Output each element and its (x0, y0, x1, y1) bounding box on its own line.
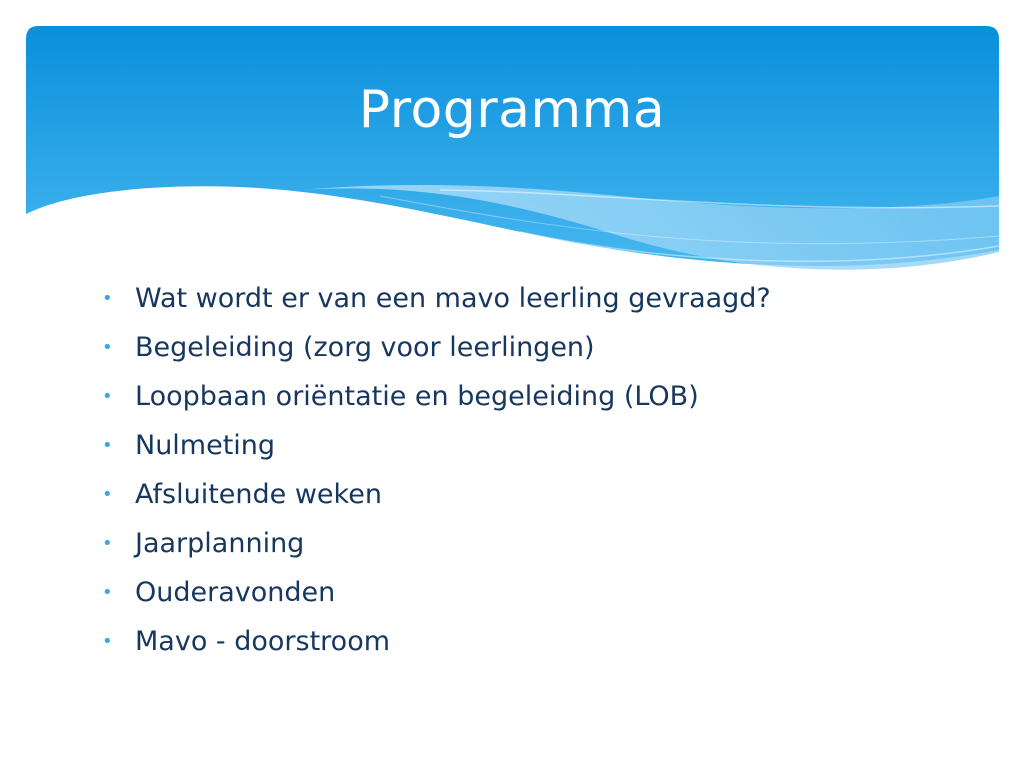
bullet-item (100, 278, 980, 327)
header-wave-banner (0, 0, 1024, 300)
bullet-icon: • (102, 484, 113, 505)
bullet-icon: • (102, 337, 113, 358)
bullet-item (100, 425, 980, 474)
bullet-item (100, 474, 980, 523)
bullet-text: Jaarplanning (135, 528, 305, 559)
bullet-icon: • (102, 582, 113, 603)
bullet-icon: • (102, 386, 113, 407)
bullet-item (100, 572, 980, 621)
bullet-text: Wat wordt er van een mavo leerling gevraagd? (135, 283, 771, 314)
bullet-list (100, 278, 980, 670)
bullet-text: Begeleiding (zorg voor leerlingen) (135, 332, 595, 363)
bullet-item (100, 376, 980, 425)
bullet-icon: • (102, 288, 113, 309)
bullet-item (100, 621, 980, 670)
bullet-icon: • (102, 631, 113, 652)
bullet-text: Mavo - doorstroom (135, 626, 391, 657)
bullet-text: Loopbaan oriëntatie en begeleiding (LOB) (135, 381, 699, 412)
bullet-item (100, 523, 980, 572)
bullet-text: Afsluitende weken (135, 479, 382, 510)
bullet-icon: • (102, 533, 113, 554)
bullet-text: Ouderavonden (135, 577, 336, 608)
bullet-icon: • (102, 435, 113, 456)
slide-title: Programma (358, 80, 666, 140)
bullet-text: Nulmeting (135, 430, 276, 461)
bullet-item (100, 327, 980, 376)
